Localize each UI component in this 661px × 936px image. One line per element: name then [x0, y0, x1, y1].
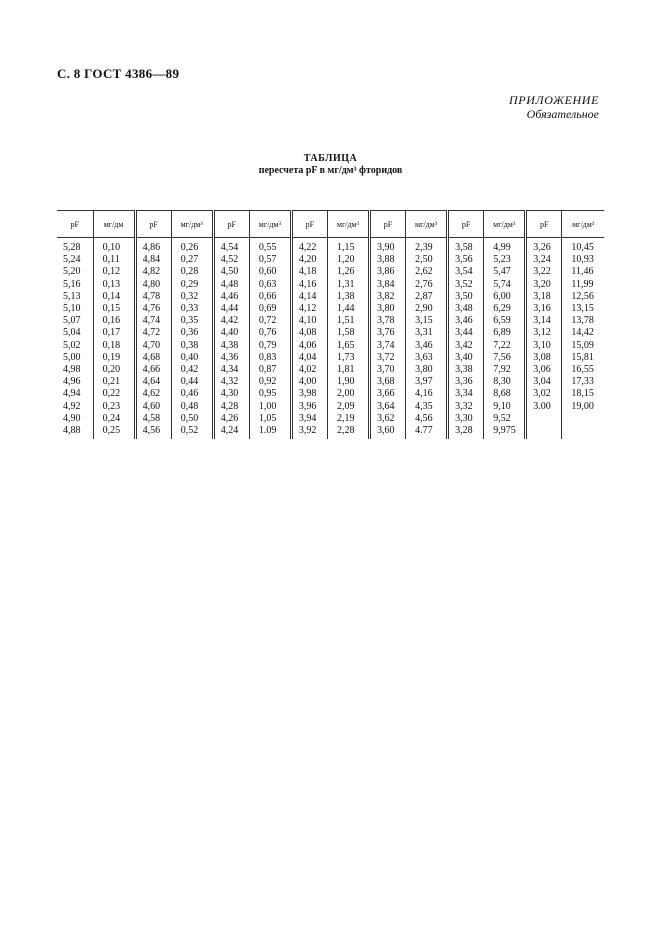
cell-pf: 4,52: [213, 254, 249, 266]
appendix-label: [509, 93, 599, 121]
cell-mg: 1,38: [327, 291, 369, 303]
cell-pf: 4,78: [135, 291, 171, 303]
cell-pf: [526, 413, 562, 425]
cell-mg: 0,52: [171, 425, 213, 439]
table-caption: [0, 153, 661, 177]
cell-mg: 18,15: [571, 388, 594, 400]
cell-mg: 0,20: [93, 364, 135, 376]
cell-pf: 3,68: [370, 376, 406, 388]
cell-pf: 3,16: [526, 303, 562, 315]
cell-mg: [562, 413, 604, 425]
cell-pf: 3,72: [370, 352, 406, 364]
cell-pf: 4,80: [135, 279, 171, 291]
column-header-pf: pF: [526, 211, 562, 238]
cell-pf: 4,94: [57, 388, 93, 400]
cell-mg: 2,76: [406, 279, 448, 291]
cell-pf: 3,08: [526, 352, 562, 364]
cell-mg: 14,42: [571, 327, 594, 339]
conversion-table: [57, 210, 604, 439]
cell-mg: 9,52: [484, 413, 526, 425]
cell-mg: 3,97: [406, 376, 448, 388]
cell-mg: 15,09: [571, 339, 594, 351]
cell-pf: 4,66: [135, 364, 171, 376]
column-header-mg: мг/дм³: [562, 211, 604, 238]
cell-mg: 13,15: [571, 303, 594, 315]
column-header-pf: pF: [57, 211, 93, 238]
cell-mg: 3,46: [406, 340, 448, 352]
cell-pf: 4,74: [135, 315, 171, 327]
cell-mg: 0,92: [249, 376, 291, 388]
cell-mg: 3,80: [406, 364, 448, 376]
cell-mg: 0,76: [249, 327, 291, 339]
cell-pf: 5,24: [57, 254, 93, 266]
cell-mg: 2,19: [327, 413, 369, 425]
cell-pf: 4,98: [57, 364, 93, 376]
cell-mg: 6,89: [484, 327, 526, 339]
cell-mg: 2,62: [406, 266, 448, 278]
cell-pf: 3,92: [291, 425, 327, 439]
cell-mg: 0,11: [93, 254, 135, 266]
cell-pf: 3,80: [370, 303, 406, 315]
table-header-row: [57, 211, 604, 238]
cell-mg: 16,55: [571, 364, 594, 376]
cell-mg: 1,58: [327, 327, 369, 339]
cell-mg: 9,975: [484, 425, 526, 439]
cell-mg: 2,28: [327, 425, 369, 439]
cell-mg: 0,50: [171, 413, 213, 425]
cell-mg: 0,25: [93, 425, 135, 439]
cell-pf: 4,22: [291, 238, 327, 255]
cell-mg: 1,73: [327, 352, 369, 364]
cell-pf: 3,30: [448, 413, 484, 425]
cell-mg: 2,00: [327, 388, 369, 400]
cell-mg: 8,30: [484, 376, 526, 388]
cell-pf: 4,76: [135, 303, 171, 315]
column-header-pf: pF: [213, 211, 249, 238]
cell-pf: 4,88: [57, 425, 93, 439]
cell-mg: 1,81: [327, 364, 369, 376]
cell-pf: 5,16: [57, 279, 93, 291]
cell-mg: 4,35: [406, 401, 448, 413]
cell-pf: 3,10: [526, 340, 562, 352]
cell-pf: 3,48: [448, 303, 484, 315]
cell-pf: 4,08: [291, 327, 327, 339]
cell-mg: 2,87: [406, 291, 448, 303]
table-row: [57, 303, 604, 315]
cell-mg: 12,56: [571, 290, 594, 302]
table-row: [57, 401, 604, 413]
cell-mg: 0,27: [171, 254, 213, 266]
table-row: [57, 425, 604, 439]
cell-pf: 3,38: [448, 364, 484, 376]
cell-pf: 4,04: [291, 352, 327, 364]
cell-mg: 0,16: [93, 315, 135, 327]
cell-mg: 5,23: [484, 254, 526, 266]
cell-pf: 4,56: [135, 425, 171, 439]
cell-pf: 4,60: [135, 401, 171, 413]
cell-pf: 4,84: [135, 254, 171, 266]
cell-pf: 4,90: [57, 413, 93, 425]
cell-mg: 9,10: [484, 401, 526, 413]
cell-pf: 4,62: [135, 388, 171, 400]
cell-pf: 4,50: [213, 266, 249, 278]
cell-mg: 0,40: [171, 352, 213, 364]
column-header-pf: pF: [448, 211, 484, 238]
cell-pf: 4,44: [213, 303, 249, 315]
cell-mg: 4,16: [406, 388, 448, 400]
cell-mg: 11,99: [571, 278, 594, 290]
table-row: [57, 352, 604, 364]
cell-pf: 5,13: [57, 291, 93, 303]
cell-pf: 3,62: [370, 413, 406, 425]
cell-pf: 3,58: [448, 238, 484, 255]
cell-mg: 0,36: [171, 327, 213, 339]
cell-mg: 1.09: [249, 425, 291, 439]
column-header-mg: мг/дм³: [327, 211, 369, 238]
cell-pf: 3,98: [291, 388, 327, 400]
column-header-mg: мг/дм³: [171, 211, 213, 238]
cell-mg: 2,09: [327, 401, 369, 413]
cell-pf: 3,44: [448, 327, 484, 339]
cell-mg: 0,17: [93, 327, 135, 339]
cell-pf: 5,28: [57, 238, 93, 255]
cell-pf: 3,34: [448, 388, 484, 400]
cell-pf: 4,48: [213, 279, 249, 291]
cell-mg: 19,00: [571, 400, 594, 412]
cell-pf: 4,24: [213, 425, 249, 439]
cell-mg: 11,46: [571, 266, 594, 278]
cell-pf: 3,78: [370, 315, 406, 327]
column-header-pf: pF: [135, 211, 171, 238]
cell-pf: 3,40: [448, 352, 484, 364]
cell-mg: 0,72: [249, 315, 291, 327]
cell-pf: 4,06: [291, 340, 327, 352]
table-row: [57, 376, 604, 388]
cell-mg: 0,60: [249, 266, 291, 278]
cell-pf: 3,36: [448, 376, 484, 388]
cell-mg: 0,14: [93, 291, 135, 303]
cell-mg: 0,23: [93, 401, 135, 413]
cell-pf: 4,36: [213, 352, 249, 364]
cell-pf: 4,18: [291, 266, 327, 278]
cell-mg: 0,38: [171, 340, 213, 352]
cell-pf: 5,00: [57, 352, 93, 364]
cell-pf: 3,96: [291, 401, 327, 413]
cell-pf: 3,06: [526, 364, 562, 376]
cell-pf: 4,42: [213, 315, 249, 327]
table-row: [57, 364, 604, 376]
cell-pf: 4,10: [291, 315, 327, 327]
cell-mg: 10,93: [571, 254, 594, 266]
cell-pf: 4,32: [213, 376, 249, 388]
cell-mg: 1,05: [249, 413, 291, 425]
cell-mg: 0,29: [171, 279, 213, 291]
cell-pf: 3.00: [526, 401, 562, 413]
cell-pf: 3,56: [448, 254, 484, 266]
table-row: [57, 413, 604, 425]
table-row: [57, 279, 604, 291]
cell-mg: 0,24: [93, 413, 135, 425]
table-row: [57, 254, 604, 266]
cell-pf: 4,02: [291, 364, 327, 376]
cell-pf: 3,64: [370, 401, 406, 413]
cell-mg: 3,63: [406, 352, 448, 364]
cell-pf: 5,10: [57, 303, 93, 315]
cell-pf: 3,12: [526, 327, 562, 339]
cell-mg: 7,22: [484, 340, 526, 352]
cell-mg: 0,66: [249, 291, 291, 303]
cell-mg: 0,55: [249, 238, 291, 255]
cell-pf: 3,28: [448, 425, 484, 439]
cell-mg: 4,99: [484, 238, 526, 255]
cell-pf: 5,02: [57, 340, 93, 352]
cell-mg: 4,56: [406, 413, 448, 425]
cell-mg: 17,33: [571, 376, 594, 388]
cell-mg: 3,15: [406, 315, 448, 327]
cell-mg: 0,57: [249, 254, 291, 266]
cell-pf: 4,20: [291, 254, 327, 266]
cell-pf: 4,82: [135, 266, 171, 278]
cell-pf: 5,07: [57, 315, 93, 327]
cell-mg: 4.77: [406, 425, 448, 439]
cell-mg: 10,45: [571, 242, 594, 253]
cell-pf: 3,22: [526, 266, 562, 278]
cell-pf: 4,58: [135, 413, 171, 425]
cell-pf: 3,32: [448, 401, 484, 413]
cell-mg: 1,90: [327, 376, 369, 388]
cell-pf: 3,24: [526, 254, 562, 266]
cell-mg: 6,59: [484, 315, 526, 327]
cell-pf: 4,46: [213, 291, 249, 303]
table-row: [57, 327, 604, 339]
cell-mg: 0,28: [171, 266, 213, 278]
cell-mg: [562, 425, 604, 439]
cell-mg: 0,42: [171, 364, 213, 376]
cell-mg: 0,48: [171, 401, 213, 413]
cell-mg: 8,68: [484, 388, 526, 400]
cell-pf: 4,00: [291, 376, 327, 388]
cell-pf: 3,14: [526, 315, 562, 327]
table-row: [57, 340, 604, 352]
cell-pf: 3,70: [370, 364, 406, 376]
cell-pf: 3,84: [370, 279, 406, 291]
cell-mg: 7,56: [484, 352, 526, 364]
cell-mg: 0,10: [93, 238, 135, 255]
cell-mg: 1,15: [327, 238, 369, 255]
cell-mg: 1,26: [327, 266, 369, 278]
cell-mg: 2,39: [406, 238, 448, 255]
cell-mg: 0,22: [93, 388, 135, 400]
cell-pf: 4,12: [291, 303, 327, 315]
cell-mg: 1,00: [249, 401, 291, 413]
cell-pf: 3,74: [370, 340, 406, 352]
column-header-mg: мг/дм³: [249, 211, 291, 238]
cell-pf: 4,30: [213, 388, 249, 400]
cell-mg: 0,33: [171, 303, 213, 315]
page-header: С. 8 ГОСТ 4386—89: [57, 66, 180, 81]
cell-pf: 4,26: [213, 413, 249, 425]
cell-mg: 7,92: [484, 364, 526, 376]
cell-pf: 3,46: [448, 315, 484, 327]
cell-mg: 0,13: [93, 279, 135, 291]
cell-mg: 0,46: [171, 388, 213, 400]
cell-pf: [526, 425, 562, 439]
cell-pf: 3,20: [526, 279, 562, 291]
table-row: [57, 238, 604, 255]
table-row: [57, 388, 604, 400]
cell-mg: 1,31: [327, 279, 369, 291]
table-row: [57, 315, 604, 327]
cell-pf: 4,28: [213, 401, 249, 413]
table-caption-subtitle: пересчета pF в мг/дм³ фторидов: [258, 165, 403, 176]
cell-pf: 3,04: [526, 376, 562, 388]
cell-pf: 4,72: [135, 327, 171, 339]
column-header-pf: pF: [291, 211, 327, 238]
cell-pf: 4,38: [213, 340, 249, 352]
cell-pf: 4,64: [135, 376, 171, 388]
cell-mg: 5,47: [484, 266, 526, 278]
cell-mg: 2,90: [406, 303, 448, 315]
cell-mg: 15,81: [571, 351, 594, 363]
appendix-title: ПРИЛОЖЕНИЕ: [509, 93, 599, 107]
cell-mg: 0,35: [171, 315, 213, 327]
cell-pf: 3,90: [370, 238, 406, 255]
cell-mg: 2,50: [406, 254, 448, 266]
cell-pf: 3,94: [291, 413, 327, 425]
table-row: [57, 291, 604, 303]
cell-mg: 0,15: [93, 303, 135, 315]
table-caption-title: ТАБЛИЦА: [303, 153, 358, 164]
cell-pf: 3,02: [526, 388, 562, 400]
cell-pf: 4,68: [135, 352, 171, 364]
table-row: [57, 266, 604, 278]
cell-mg: 0,87: [249, 364, 291, 376]
cell-pf: 5,04: [57, 327, 93, 339]
cell-mg: 0,19: [93, 352, 135, 364]
column-header-mg: мг/дм: [93, 211, 135, 238]
cell-mg: 1,51: [327, 315, 369, 327]
column-header-mg: мг/дм³: [484, 211, 526, 238]
cell-mg: 0,18: [93, 340, 135, 352]
cell-mg: 5,74: [484, 279, 526, 291]
cell-pf: 5,20: [57, 266, 93, 278]
cell-mg: 0,69: [249, 303, 291, 315]
appendix-subtitle: Обязательное: [526, 107, 599, 121]
cell-mg: 0,83: [249, 352, 291, 364]
cell-mg: 0,95: [249, 388, 291, 400]
cell-pf: 4,40: [213, 327, 249, 339]
cell-pf: 3,60: [370, 425, 406, 439]
cell-pf: 4,96: [57, 376, 93, 388]
cell-mg: 0,44: [171, 376, 213, 388]
cell-pf: 3,54: [448, 266, 484, 278]
cell-pf: 4,92: [57, 401, 93, 413]
cell-mg: 1,20: [327, 254, 369, 266]
column-header-pf: pF: [370, 211, 406, 238]
cell-pf: 4,16: [291, 279, 327, 291]
cell-pf: 3,88: [370, 254, 406, 266]
cell-pf: 3,42: [448, 340, 484, 352]
cell-mg: 0,32: [171, 291, 213, 303]
cell-mg: 1,44: [327, 303, 369, 315]
column-header-mg: мг/дм³: [406, 211, 448, 238]
cell-mg: 0,79: [249, 340, 291, 352]
cell-pf: 3,50: [448, 291, 484, 303]
cell-pf: 3,82: [370, 291, 406, 303]
cell-pf: 4,70: [135, 340, 171, 352]
cell-pf: 3,18: [526, 291, 562, 303]
cell-pf: 4,54: [213, 238, 249, 255]
cell-mg: 1,65: [327, 340, 369, 352]
cell-pf: 4,86: [135, 238, 171, 255]
cell-pf: 4,14: [291, 291, 327, 303]
cell-mg: 0,63: [249, 279, 291, 291]
cell-mg: 0,26: [171, 238, 213, 255]
cell-pf: 3,76: [370, 327, 406, 339]
cell-pf: 4,34: [213, 364, 249, 376]
cell-mg: 6,00: [484, 291, 526, 303]
cell-pf: 3,52: [448, 279, 484, 291]
cell-pf: 3,66: [370, 388, 406, 400]
table-body: [57, 238, 604, 440]
cell-mg: 6,29: [484, 303, 526, 315]
cell-pf: 3,86: [370, 266, 406, 278]
cell-mg: 13,78: [571, 315, 594, 327]
cell-mg: 0,12: [93, 266, 135, 278]
cell-pf: 3,26: [526, 238, 562, 255]
cell-mg: 0,21: [93, 376, 135, 388]
cell-mg: 3,31: [406, 327, 448, 339]
